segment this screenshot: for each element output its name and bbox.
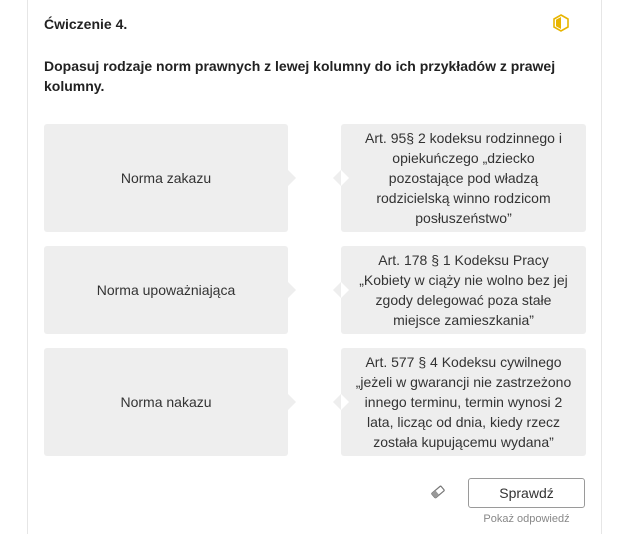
match-row [44,124,586,232]
right-item-art-178[interactable]: Art. 178 § 1 Kodeksu Pracy „Kobiety w ciąży nie wolno bez jej zgody delegować poza stałe miejsce zamieszkania” [341,246,586,334]
left-item-norma-zakazu[interactable]: Norma zakazu [44,124,288,232]
check-button[interactable]: Sprawdź [468,478,585,508]
match-row [44,348,586,456]
exercise-instruction: Dopasuj rodzaje norm prawnych z lewej kolumny do ich przykładów z prawej kolumny. [44,58,556,94]
half-filled-hexagon-icon [553,14,569,32]
right-item-art-95[interactable]: Art. 95§ 2 kodeksu rodzinnego i opiekuńczego „dziecko pozostające pod władzą rodzicielską winno rodzicom posłuszeństwo” [341,124,586,232]
left-item-norma-upowazniajaca[interactable]: Norma upoważniająca [44,246,288,334]
right-item-art-577[interactable]: Art. 577 § 4 Kodeksu cywilnego „jeżeli w gwarancji nie zastrzeżono innego terminu, termin wynosi 2 lata, licząc od dnia, kiedy rzecz została kupującemu wydana” [341,348,586,456]
show-answer-link[interactable]: Pokaż odpowiedź [483,513,570,525]
match-row [44,246,586,334]
eraser-icon[interactable] [430,484,446,500]
exercise-title: Ćwiczenie 4. [44,16,128,32]
left-item-norma-nakazu[interactable]: Norma nakazu [44,348,288,456]
